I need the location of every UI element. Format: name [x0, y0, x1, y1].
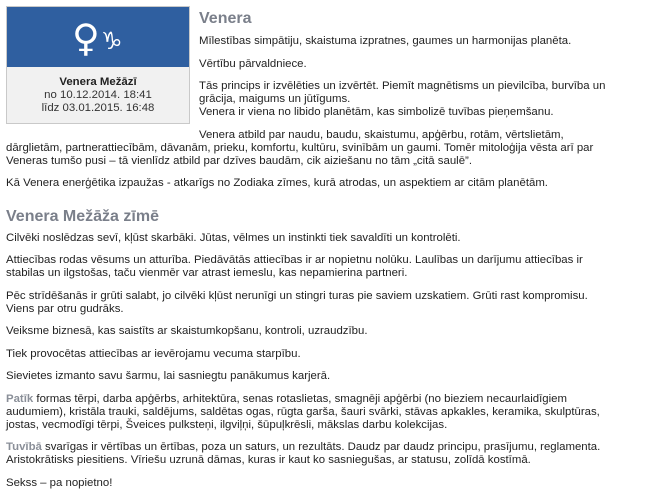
article-page [6, 6, 606, 494]
venus-glyph: ♀ [72, 16, 100, 59]
likes-label: Patīk [6, 392, 34, 405]
intro-paragraph: Venera ir viena no libido planētām, kas simbolizē tuvības pieņemšanu. [199, 106, 554, 118]
closeness-label: Tuvībā [6, 441, 42, 453]
intro-paragraph: Vērtību pārvaldniece. [199, 57, 307, 70]
closing-paragraph: Sekss – pa nopietno! [6, 476, 113, 489]
transit-info [7, 67, 189, 123]
transit-name: Venera Mežāzī [59, 76, 137, 88]
intro-paragraph: Kā Venera enerģētika izpaužas - atkarīgs no Zodiaka zīmes, kurā atrodas, un aspektiem ar citām planētām. [6, 177, 548, 189]
section-paragraph: Veiksme biznesā, kas saistīts ar skaistumkopšanu, kontroli, uzraudzību. [6, 325, 368, 337]
intro-paragraph: Mīlestības simpātiju, skaistuma izpratnes, gaumes un harmonijas planēta. [199, 35, 572, 47]
section-paragraph: Pēc strīdēšanās ir grūti salabt, jo cilvēki kļūst nerunīgi un stingri turas pie saviem uzskatiem. Grūti rast kompromisu. Viens par otru gudrāks. [6, 289, 588, 315]
intro-paragraph: Tās princips ir izvēlēties un izvērtēt. Piemīt magnētisms un pievilcība, burvība un grācija, maigums un jūtīgums. [199, 80, 606, 105]
section-paragraph: Attiecības rodas vēsums un atturība. Piedāvātās attiecības ir ar nopietnu nolūku. Laulības un darījumu attiecības ir stabilas un ilgstošas, taču vienmēr var atrast iemeslu, kas nepamierina partneri. [6, 254, 583, 279]
likes-paragraph [6, 393, 606, 432]
section-title: Venera Mežāža zīmē [6, 207, 159, 225]
venus-capricorn-glyphs-icon [68, 15, 128, 59]
capricorn-glyph: ♑ [101, 27, 123, 55]
symbol-banner [7, 7, 189, 67]
section-paragraph: Cilvēki noslēdzas sevī, kļūst skarbāki. Jūtas, vēlmes un instinkti tiek savaldīti un kontrolēti. [6, 231, 461, 244]
section-paragraph: Tiek provocētas attiecības ar ievērojamu vecuma starpību. [6, 347, 301, 360]
section-paragraph: Sievietes izmanto savu šarmu, lai sasniegtu panākumus karjerā. [6, 370, 331, 382]
closeness-text: svarīgas ir vērtības un ērtības, poza un saturs, un rezultāts. Daudz par daudz principu, prasījumu, reglamenta. Aristokrātisks piesitiens. Vīriešu uzrunā dāmas, kuras ir kaut ko sasniegušas, ar statusu, zolīdā kostīmā. [6, 441, 601, 466]
planet-title: Venera [199, 10, 252, 27]
intro-paragraph: Venera atbild par naudu, baudu, skaistumu, apģērbu, rotām, vērtslietām, dārglietām, partnerattiecībām, dāvanām, prieku, komfortu, kultūru, svinībām un gaumi. Tomēr mitoloģija vēsta arī par Veneras tumšo pusi – tā vienlīdz atbild par dzīves baudām, cik aiziešanu no tām „citā saulē”. [6, 128, 594, 167]
transit-card [6, 6, 190, 124]
likes-text: formas tērpi, darba apģērbs, arhitektūra, senas rotaslietas, smagnēji apģērbi (no bieziem necaurlaidīgiem audumiem), kristāla trauki, saldējums, saldētas ogas, rūgta garša, šauri svārki, stāvas apkakles, keramika, skulptūras, jostas, vecmodīgi tērpi, Šveices pulksteņi, ilgviļņi, šūpuļkrēsli, mākslas darbu kolekcijas. [6, 392, 600, 431]
closeness-paragraph [6, 441, 606, 467]
transit-date-to: līdz 03.01.2015. 16:48 [41, 102, 155, 114]
transit-date-from: no 10.12.2014. 18:41 [44, 89, 152, 101]
